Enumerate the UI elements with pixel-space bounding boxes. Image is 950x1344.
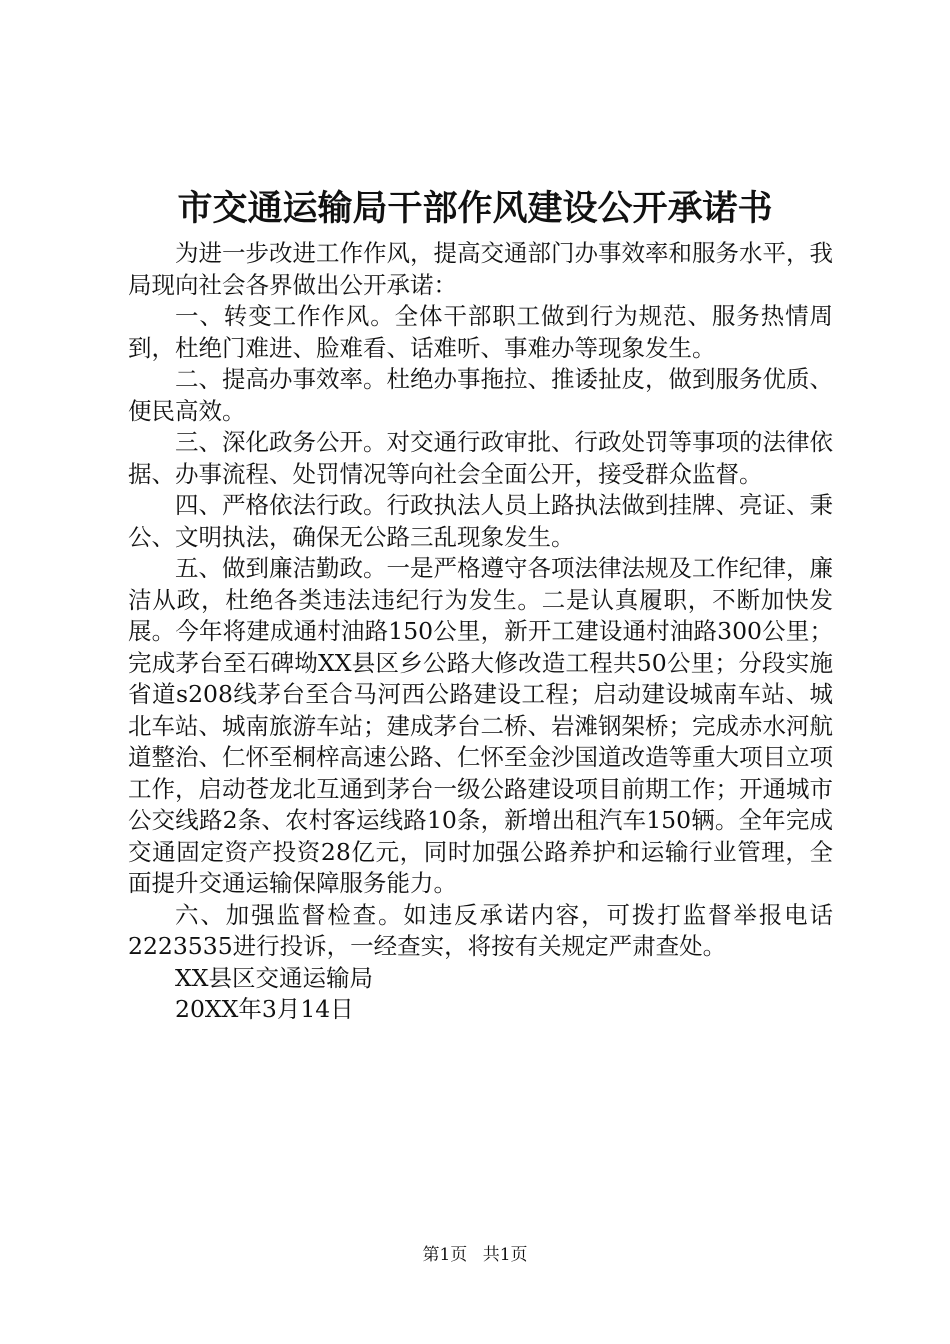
intro-paragraph: 为进一步改进工作作风，提高交通部门办事效率和服务水平，我局现向社会各界做出公开承诺： bbox=[128, 239, 833, 299]
commitment-2-paragraph: 二、提高办事效率。杜绝办事拖拉、推诿扯皮，做到服务优质、便民高效。 bbox=[128, 365, 833, 425]
commitment-6-paragraph: 六、加强监督检查。如违反承诺内容，可拨打监督举报电话2223535进行投诉，一经查实，将按有关规定严肃查处。 bbox=[128, 900, 833, 960]
commitment-3-paragraph: 三、深化政务公开。对交通行政审批、行政处罚等事项的法律依据、办事流程、处罚情况等向社会全面公开，接受群众监督。 bbox=[128, 428, 833, 488]
document-title: 市交通运输局干部作风建设公开承诺书 bbox=[177, 188, 773, 229]
document-body bbox=[128, 238, 833, 1026]
page-total: 共1页 bbox=[482, 1245, 528, 1265]
commitment-1-paragraph: 一、转变工作作风。全体干部职工做到行为规范、服务热情周到，杜绝门难进、脸难看、话难听、事难办等现象发生。 bbox=[128, 302, 833, 362]
page-number: 第1页 bbox=[422, 1245, 468, 1265]
commitment-5-paragraph: 五、做到廉洁勤政。一是严格遵守各项法律法规及工作纪律，廉洁从政，杜绝各类违法违纪行为发生。二是认真履职，不断加快发展。今年将建成通村油路150公里，新开工建设通村油路300公里；完成茅台至石碑坳XX县区乡公路大修改造工程共50公里；分段实施省道s208线茅台至合马河西公路建设工程；启动建设城南车站、城北车站、城南旅游车站；建成茅台二桥、岩滩钢架桥；完成赤水河航道整治、仁怀至桐梓高速公路、仁怀至金沙国道改造等重大项目立项工作，启动苍龙北互通到茅台一级公路建设项目前期工作；开通城市公交线路2条、农村客运线路10条，新增出租汽车150辆。全年完成交通固定资产投资28亿元，同时加强公路养护和运输行业管理，全面提升交通运输保障服务能力。 bbox=[128, 554, 833, 897]
commitment-4-paragraph: 四、严格依法行政。行政执法人员上路执法做到挂牌、亮证、秉公、文明执法，确保无公路三乱现象发生。 bbox=[128, 491, 833, 551]
page-footer bbox=[0, 1243, 950, 1267]
signature-date: 20XX年3月14日 bbox=[175, 995, 354, 1023]
signature-org: XX县区交通运输局 bbox=[175, 963, 373, 992]
